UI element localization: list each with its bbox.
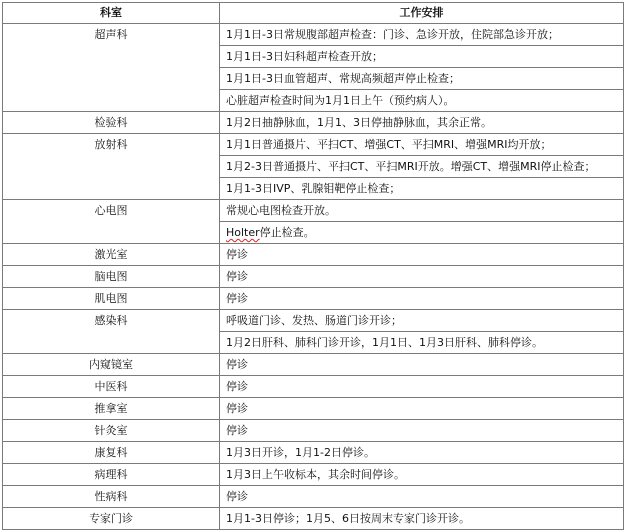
header-row	[3, 3, 624, 24]
department-cell: 专家门诊	[3, 508, 220, 530]
arrangement-cell: 1月1日-3日血管超声、常规高频超声停止检查；	[220, 68, 624, 90]
table-row	[3, 266, 624, 288]
header-department: 科室	[3, 3, 220, 24]
department-cell: 内窥镜室	[3, 354, 220, 376]
department-cell: 康复科	[3, 442, 220, 464]
arrangement-cell: 常规心电图检查开放。	[220, 200, 624, 222]
table-row	[3, 244, 624, 266]
department-cell: 感染科	[3, 310, 220, 354]
spellcheck-word: Holter	[226, 226, 260, 239]
arrangement-cell: 1月2-3日普通摄片、平扫CT、平扫MRI开放。增强CT、增强MRI停止检查；	[220, 156, 624, 178]
department-cell: 肌电图	[3, 288, 220, 310]
arrangement-cell: 1月1日普通摄片、平扫CT、增强CT、平扫MRI、增强MRI均开放；	[220, 134, 624, 156]
arrangement-cell: 停诊	[220, 244, 624, 266]
department-cell: 检验科	[3, 112, 220, 134]
department-cell: 超声科	[3, 24, 220, 112]
arrangement-cell: 1月1-3日停诊；1月5、6日按周末专家门诊开诊。	[220, 508, 624, 530]
table-row	[3, 310, 624, 332]
department-cell: 心电图	[3, 200, 220, 244]
arrangement-cell: 1月1-3日IVP、乳腺钼靶停止检查；	[220, 178, 624, 200]
arrangement-cell: 停诊	[220, 398, 624, 420]
table-row	[3, 464, 624, 486]
department-cell: 性病科	[3, 486, 220, 508]
arrangement-cell: 停诊	[220, 266, 624, 288]
arrangement-cell: 心脏超声检查时间为1月1日上午（预约病人）。	[220, 90, 624, 112]
arrangement-cell: 停诊	[220, 420, 624, 442]
department-cell: 脑电图	[3, 266, 220, 288]
arrangement-cell: 呼吸道门诊、发热、肠道门诊开诊；	[220, 310, 624, 332]
table-row	[3, 112, 624, 134]
arrangement-cell: 停诊	[220, 486, 624, 508]
arrangement-cell: 1月3日开诊，1月1-2日停诊。	[220, 442, 624, 464]
table-body	[3, 24, 624, 530]
arrangement-cell: 停诊	[220, 354, 624, 376]
table-row	[3, 420, 624, 442]
table-row	[3, 134, 624, 156]
table-row	[3, 486, 624, 508]
arrangement-cell: 停诊	[220, 376, 624, 398]
schedule-table	[2, 2, 624, 530]
arrangement-cell: 1月2日肝科、肺科门诊开诊，1月1日、1月3日肝科、肺科停诊。	[220, 332, 624, 354]
table-row	[3, 508, 624, 530]
table-row	[3, 24, 624, 46]
department-cell: 推拿室	[3, 398, 220, 420]
table-row	[3, 398, 624, 420]
arrangement-cell: 1月2日抽静脉血，1月1、3日停抽静脉血，其余正常。	[220, 112, 624, 134]
department-cell: 放射科	[3, 134, 220, 200]
table-row	[3, 442, 624, 464]
arrangement-cell: 停诊	[220, 288, 624, 310]
arrangement-cell: 1月3日上午收标本，其余时间停诊。	[220, 464, 624, 486]
table-row	[3, 376, 624, 398]
arrangement-cell: 1月1日-3日妇科超声检查开放；	[220, 46, 624, 68]
department-cell: 激光室	[3, 244, 220, 266]
table-row	[3, 288, 624, 310]
department-cell: 病理科	[3, 464, 220, 486]
department-cell: 中医科	[3, 376, 220, 398]
table-row	[3, 354, 624, 376]
arrangement-cell: 1月1日-3日常规腹部超声检查：门诊、急诊开放，住院部急诊开放；	[220, 24, 624, 46]
header-work-arrangement: 工作安排	[220, 3, 624, 24]
department-cell: 针灸室	[3, 420, 220, 442]
table-row	[3, 200, 624, 222]
arrangement-cell: Holter停止检查。	[220, 222, 624, 244]
